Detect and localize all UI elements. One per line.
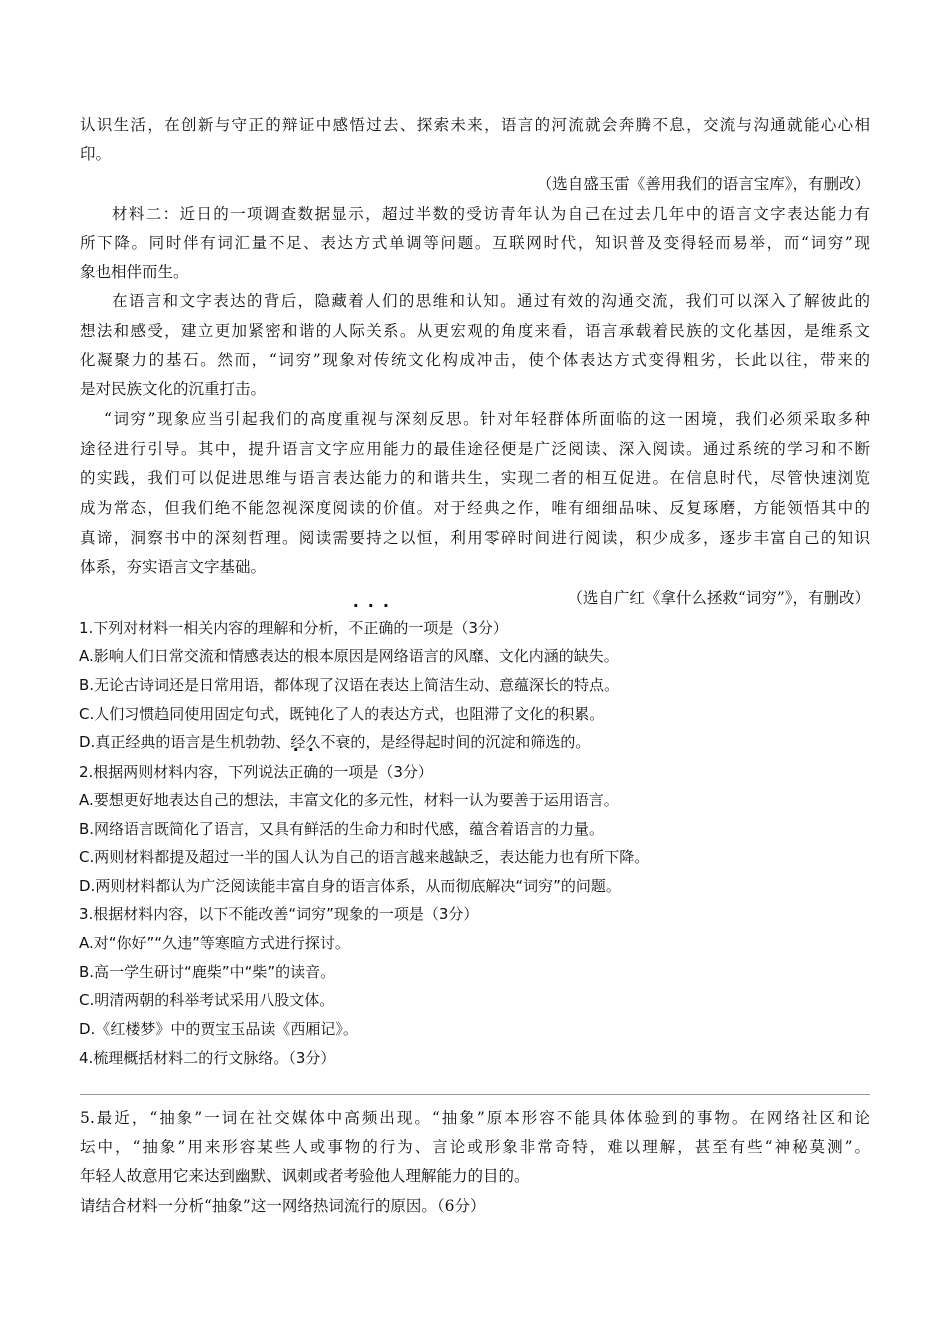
question-5-line: 坛中，“抽象”用来形容某些人或事物的行为、言论或形象非常奇特，难以理解，甚至有些“神秘莫测”。: [80, 1138, 870, 1156]
question-2-option-d: D.两则材料都认为广泛阅读能丰富自身的语言体系，从而彻底解决“词穷”的问题。: [79, 877, 621, 895]
emphasis-char: 正: [288, 763, 304, 781]
material2-line: 是对民族文化的沉重打击。: [80, 380, 267, 398]
question-5-line: 5.最近，“抽象”一词在社交媒体中高频出现。“抽象”原本形容不能具体体验到的事物。在网络社区和论: [80, 1109, 870, 1127]
question-4-stem: 4.梳理概括材料二的行文脉络。（3分）: [79, 1049, 336, 1067]
material2-line: “词穷”现象应当引起我们的高度重视与深刻反思。针对年轻群体所面临的这一困境，我们必须采取多种: [104, 410, 870, 428]
question-1-option-d: D.真正经典的语言是生机勃勃、经久不衰的，是经得起时间的沉淀和筛选的。: [79, 733, 591, 751]
material2-line: 材料二：近日的一项调查数据显示，超过半数的受访青年认为自己在过去几年中的语言文字表达能力有: [112, 205, 870, 223]
emphasis-char: 确: [303, 763, 319, 781]
question-2-option-c: C.两则材料都提及超过一半的国人认为自己的语言越来越缺乏，表达能力也有所下降。: [79, 848, 650, 866]
emphasis-char: 确: [378, 619, 394, 637]
question-1-stem: 1.下列对材料一相关内容的理解和分析，不正确的一项是（3分）: [79, 614, 508, 642]
material2-line: 化凝聚力的基石。然而，“词穷”现象对传统文化构成冲击，使个体表达方式变得粗劣，长此以往，带来的: [80, 351, 870, 369]
question-2-option-a: A.要想更好地表达自己的想法，丰富文化的多元性，材料一认为要善于运用语言。: [79, 791, 619, 809]
question-3-option-b: B.高一学生研讨“鹿柴”中“柴”的读音。: [79, 963, 336, 981]
question-2-stem: 2.根据两则材料内容，下列说法正确的一项是（3分）: [79, 758, 433, 786]
material2-line: 的实践，我们可以促进思维与语言表达能力的和谐共生，实现二者的相互促进。在信息时代，尽管快速浏览: [80, 469, 870, 487]
material2-line: 途径进行引导。其中，提升语言文字应用能力的最佳途径便是广泛阅读、深入阅读。通过系统的学习和不断: [80, 440, 870, 458]
question-1-option-c: C.人们习惯趋同使用固定句式，既钝化了人的表达方式，也阻滞了文化的积累。: [79, 705, 605, 723]
question-3-option-a: A.对“你好”“久违”等寒暄方式进行探讨。: [79, 934, 350, 952]
material1-line: 认识生活，在创新与守正的辩证中感悟过去、探索未来，语言的河流就会奔腾不息，交流与沟通就能心心相: [80, 116, 870, 134]
material2-line: 真谛，洞察书中的深刻哲理。阅读需要持之以恒，利用零碎时间进行阅读，积少成多，逐步丰富自己的知识: [80, 529, 870, 547]
material2-line: 成为常态，但我们绝不能忽视深度阅读的价值。对于经典之作，唯有细细品味、反复琢磨，方能领悟其中的: [80, 499, 870, 517]
material2-line: 想法和感受，建立更加紧密和谐的人际关系。从更宏观的角度来看，语言承载着民族的文化基因，是维系文: [80, 322, 870, 340]
source-citation-1: （选自盛玉雷《善用我们的语言宝库》，有删改）: [536, 175, 870, 193]
question-1-option-a: A.影响人们日常交流和情感表达的根本原因是网络语言的风靡、文化内涵的缺失。: [79, 647, 619, 665]
material2-line: 所下降。同时伴有词汇量不足、表达方式单调等问题。互联网时代，知识普及变得轻而易举，而“词穷”现: [80, 234, 870, 252]
section-divider: [80, 1094, 870, 1095]
emphasis-char: 正: [363, 619, 379, 637]
material2-line: 在语言和文字表达的背后，隐藏着人们的思维和认知。通过有效的沟通交流，我们可以深入了解彼此的: [112, 292, 870, 310]
question-5-line: 年轻人故意用它来达到幽默、讽刺或者考验他人理解能力的目的。: [80, 1167, 530, 1185]
question-5-prompt: 请结合材料一分析“抽象”这一网络热词流行的原因。（6分）: [80, 1197, 486, 1215]
question-3-stem: 3.根据材料内容，以下不能改善“词穷”现象的一项是（3分）: [79, 905, 479, 923]
material2-line: 体系，夯实语言文字基础。: [80, 558, 267, 576]
question-3-option-c: C.明清两朝的科举考试采用八股文体。: [79, 991, 335, 1009]
question-3-option-d: D.《红楼梦》中的贾宝玉品读《西厢记》。: [79, 1020, 358, 1038]
question-2-option-b: B.网络语言既简化了语言，又具有鲜活的生命力和时代感，蕴含着语言的力量。: [79, 820, 605, 838]
source-citation-2: （选自广红《拿什么拯救“词穷”》，有删改）: [567, 589, 870, 607]
question-1-option-b: B.无论古诗词还是日常用语，都体现了汉语在表达上简洁生动、意蕴深长的特点。: [79, 676, 620, 694]
emphasis-char: 不: [348, 619, 364, 637]
material2-line: 象也相伴而生。: [80, 263, 189, 281]
material1-line: 印。: [80, 145, 112, 163]
